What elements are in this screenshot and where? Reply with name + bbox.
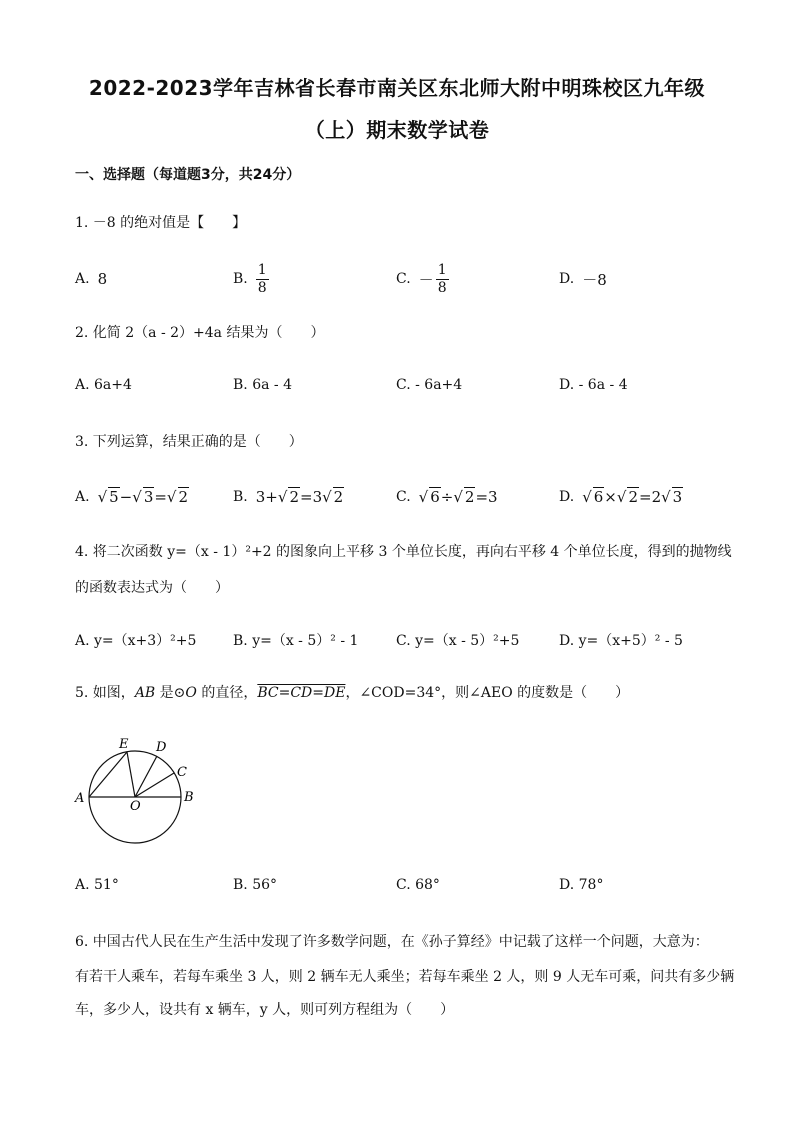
question-3-stem: 3. 下列运算，结果正确的是（ ） — [75, 434, 303, 450]
q4-option-d: D. y=（x+5）² - 5 — [559, 633, 683, 649]
label-d: D — [156, 740, 167, 755]
option-label: D. — [559, 488, 575, 505]
question-4-stem-line-1: 4. 将二次函数 y=（x - 1）²+2 的图象向上平移 3 个单位长度，再向右平移 4 个单位长度，得到的抛物线 — [75, 544, 732, 560]
q1-option-c — [396, 262, 449, 296]
q4-option-a: A. y=（x+3）²+5 — [75, 633, 197, 649]
q5-option-c: C. 68° — [396, 877, 440, 893]
question-6-line-2: 有若干人乘车，若每车乘坐 3 人，则 2 辆车无人乘坐；若每车乘坐 2 人，则 9 人无车可乘，问共有多少辆 — [75, 969, 735, 985]
q1-option-d — [559, 262, 607, 296]
radius-oe — [127, 752, 135, 797]
equal-arcs: BC=CD=DE — [257, 685, 346, 701]
question-4-stem-line-2: 的函数表达式为（ ） — [75, 580, 229, 596]
question-6-line-3: 车，多少人，设共有 x 辆车，y 人，则可列方程组为（ ） — [75, 1002, 455, 1018]
q2-option-b: B. 6a - 4 — [233, 377, 292, 393]
fraction — [436, 262, 449, 297]
question-6-line-1: 6. 中国古代人民在生产生活中发现了许多数学问题，在《孙子算经》中记载了这样一个问题，大意为： — [75, 934, 709, 950]
denominator: 8 — [437, 279, 447, 296]
option-value: 8 — [97, 270, 108, 288]
q3-option-a — [75, 487, 189, 506]
label-e: E — [119, 737, 129, 752]
q3-option-c — [396, 487, 498, 506]
expression: √ 6×√ 2=2√ 3 — [582, 488, 683, 506]
option-label: C. — [396, 271, 411, 287]
circle-figure — [70, 735, 200, 845]
label-c: C — [177, 765, 187, 780]
q2-option-c: C. - 6a+4 — [396, 377, 463, 393]
option-label: B. — [233, 488, 248, 505]
numerator: 1 — [437, 261, 447, 278]
question-5-stem: 5. 如图，AB 是⊙O 的直径，BC=CD=DE，∠COD=34°，则∠AEO 的度数是（ ） — [75, 685, 630, 701]
fraction — [256, 262, 269, 297]
label-a: A — [75, 791, 85, 806]
title-line-1: 2022-2023学年吉林省长春市南关区东北师大附中明珠校区九年级 — [88, 76, 706, 100]
minus-sign: － — [418, 270, 434, 289]
q3-option-b — [233, 487, 344, 506]
expression: 3+√ 2=3√ 2 — [255, 488, 344, 506]
label-b: B — [184, 790, 194, 805]
section-heading: 一、选择题（每道题3分，共24分） — [75, 167, 301, 183]
q3-option-d — [559, 487, 683, 506]
q5-option-b: B. 56° — [233, 877, 278, 893]
option-label: A. — [75, 488, 90, 505]
q2-option-d: D. - 6a - 4 — [559, 377, 628, 393]
expression: √ 6÷√ 2=3 — [418, 488, 498, 506]
numerator: 1 — [257, 261, 267, 278]
denominator: 8 — [257, 279, 267, 296]
label-o: O — [130, 799, 141, 814]
expression: √ 5−√ 3=√ 2 — [97, 488, 189, 506]
q4-option-c: C. y=（x - 5）²+5 — [396, 633, 520, 649]
title-line-2: （上）期末数学试卷 — [304, 118, 490, 142]
q5-option-d: D. 78° — [559, 877, 604, 893]
option-label: B. — [233, 271, 248, 287]
q1-option-b — [233, 262, 269, 296]
option-label: D. — [559, 271, 575, 287]
q4-option-b: B. y=（x - 5）² - 1 — [233, 633, 359, 649]
question-1-stem: 1. －8 的绝对值是【 】 — [75, 215, 247, 231]
option-label: C. — [396, 488, 411, 505]
q5-option-a: A. 51° — [75, 877, 119, 893]
q1-option-a — [75, 262, 107, 296]
option-value: －8 — [582, 270, 607, 289]
option-label: A. — [75, 271, 90, 287]
q2-option-a: A. 6a+4 — [75, 377, 132, 393]
question-2-stem: 2. 化简 2（a - 2）+4a 结果为（ ） — [75, 325, 325, 341]
